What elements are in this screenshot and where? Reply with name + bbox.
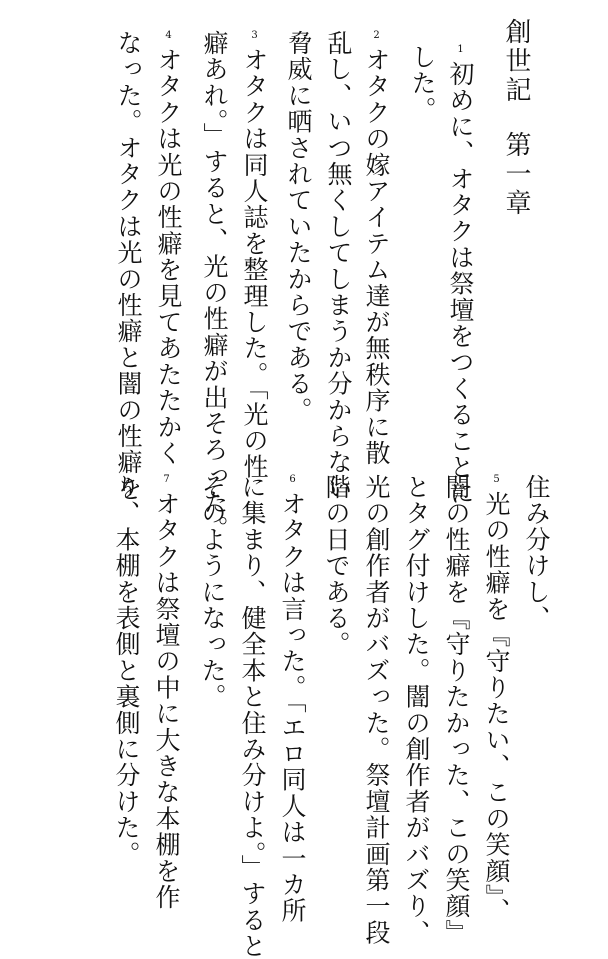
verse-text: 乱し、いつ無くしてしまうか分からない [324, 30, 353, 502]
verse-text: り、本棚を表側と裏側に分けた。 [112, 474, 141, 867]
verse-line [438, 474, 474, 946]
verse-text: オタクは同人誌を整理した。「光の性 [240, 47, 269, 480]
verse-text: 光の性癖を『守りたい、この笑顔』、 [482, 491, 511, 924]
verse-text: 光の創作者がバズった。祭壇計画第一段 [362, 474, 391, 946]
verse-number: 6 [287, 474, 298, 485]
verse-number: 7 [161, 474, 172, 485]
verse-text: に集まり、健全本と住み分けよ。」すると [238, 474, 267, 959]
verse-line [358, 474, 394, 946]
chapter-heading [498, 18, 534, 218]
verse-text: オタクは言った。「エロ同人は一カ所 [278, 491, 307, 924]
verse-text: なった。オタクは光の性癖と闇の性癖を [114, 30, 143, 502]
book-title: 創世記 [501, 18, 531, 105]
verse-text: とタグ付けした。闇の創作者がバズり、 [402, 474, 431, 946]
verse-number: 1 [455, 44, 466, 55]
verse-text: そのようになった。 [198, 474, 227, 710]
verse-number: 5 [491, 474, 502, 485]
verse-text: 階の日である。 [322, 474, 351, 658]
verse-text: オタクは祭壇の中に大きな本棚を作 [152, 491, 181, 911]
verse-text: 癖あれ。」すると、光の性癖が出そろった。 [200, 30, 229, 542]
verse-text: 闇の性癖を『守りたかった、この笑顔』 [442, 474, 471, 946]
verse-line [358, 30, 394, 466]
verse-line [236, 30, 272, 480]
verse-text: オタクは光の性癖を見てあたたかく [154, 47, 183, 467]
verse-text: 住み分けし、 [522, 474, 551, 632]
verse-text: した。 [408, 44, 437, 123]
verse-number: 4 [163, 30, 174, 41]
verse-text: 脅威に晒されていたからである。 [284, 30, 313, 423]
verse-line [280, 30, 316, 423]
verse-line [274, 474, 310, 924]
verse-line [148, 474, 184, 910]
verse-line [404, 44, 440, 123]
verse-line [318, 474, 354, 657]
verse-line [194, 474, 230, 710]
verse-line [150, 30, 186, 466]
verse-line [110, 30, 146, 502]
chapter-label: 第一章 [501, 131, 531, 218]
verse-line [320, 30, 356, 502]
verse-text: 初めに、オタクは祭壇をつくることに [446, 61, 475, 507]
verse-line [518, 474, 554, 631]
verse-line [196, 30, 232, 542]
verse-line [398, 474, 434, 946]
verse-line [442, 44, 478, 506]
verse-line [108, 474, 144, 867]
verse-text: オタクの嫁アイテム達が無秩序に散 [362, 47, 391, 467]
verse-line [478, 474, 514, 924]
verse-number: 3 [249, 30, 260, 41]
verse-number: 2 [371, 30, 382, 41]
verse-line [234, 474, 270, 959]
